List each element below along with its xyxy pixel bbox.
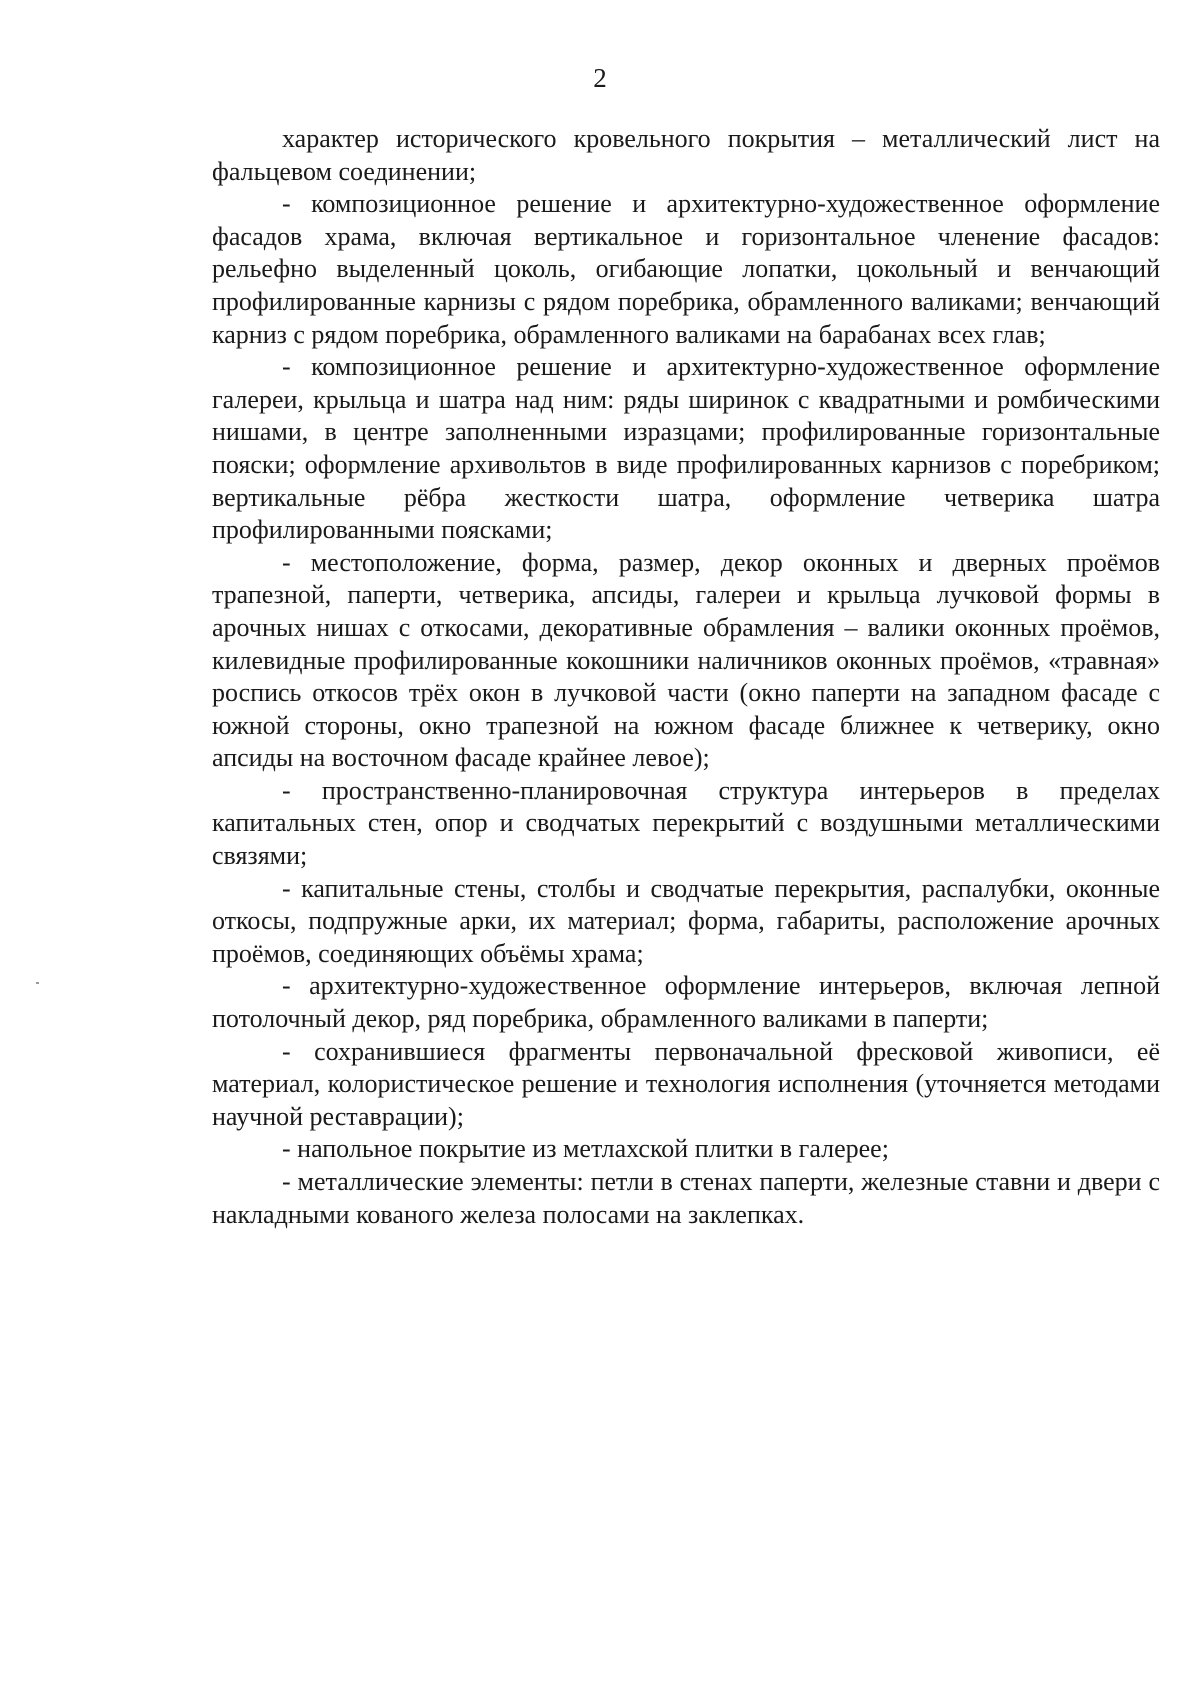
paragraph-metal-elements: - металлические элементы: петли в стенах паперти, железные ставни и двери с накладными кованого железа полосами на заклепках. — [212, 1167, 1160, 1229]
paragraph-interior-decoration: - архитектурно-художественное оформление интерьеров, включая лепной потолочный декор, ряд поребрика, обрамленного валиками в паперти; — [212, 971, 1160, 1034]
paragraph-floor-covering: - напольное покрытие из метлахской плитки в галерее; — [282, 1134, 889, 1164]
paragraph-capital-walls: - капитальные стены, столбы и сводчатые перекрытия, распалубки, оконные откосы, подпружные арки, их материал; форма, габариты, расположение арочных проёмов, соединяющих объёмы храма; — [212, 873, 1160, 968]
scan-speck — [36, 982, 39, 984]
paragraph-fresco-fragments: - сохранившиеся фрагменты первоначальной фресковой живописи, её материал, колористическое решение и технология исполнения (уточняется методами научной реставрации); — [212, 1036, 1160, 1131]
page-number: 2 — [593, 63, 607, 93]
paragraph-spatial-structure: - пространственно-планировочная структура интерьеров в пределах капитальных стен, опор и сводчатых перекрытий с воздушными металлическими связями; — [212, 775, 1160, 871]
paragraph-window-door-openings: - местоположение, форма, размер, декор оконных и дверных проёмов трапезной, паперти, четверика, апсиды, галереи и крыльца лучковой формы в арочных нишах с откосами, декоративные обрамления – валики оконных проёмов, килевидные профилированные кокошники наличников оконных проёмов, «травная» роспись откосов трёх окон в лучковой части (окно паперти на западном фасаде с южной стороны, окно трапезной на южном фасаде ближнее к четверику, окно апсиды на восточном фасаде крайнее левое); — [212, 547, 1160, 773]
paragraph-gallery-porch: - композиционное решение и архитектурно-художественное оформление галереи, крыльца и шатра над ним: ряды ширинок с квадратными и ромбическими нишами, в центре заполненными изразцами; профилированные горизонтальные пояски; оформление архивольтов в виде профилированных карнизов с поребриком; вертикальные рёбра жесткости шатра, оформление четверика шатра профилированными поясками; — [212, 352, 1160, 545]
paragraph-facades: - композиционное решение и архитектурно-художественное оформление фасадов храма, включая вертикальное и горизонтальное членение фасадов: рельефно выделенный цоколь, огибающие лопатки, цокольный и венчающий профилированные карнизы с рядом поребрика, обрамленного валиками; венчающий карниз с рядом поребрика, обрамленного валиками на барабанах всех глав; — [212, 189, 1160, 349]
paragraph-roof-covering: характер исторического кровельного покрытия – металлический лист на фальцевом соединении; — [212, 124, 1160, 186]
document-body — [212, 123, 1160, 1231]
